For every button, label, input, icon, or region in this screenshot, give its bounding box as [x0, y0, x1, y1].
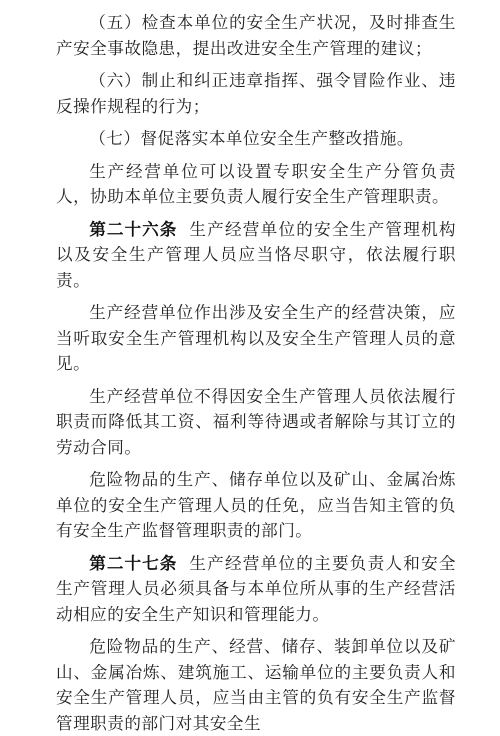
article-27 — [0, 551, 500, 628]
article-26-heading: 第二十六条 — [89, 219, 178, 239]
paragraph-item-6 — [0, 68, 500, 119]
paragraph-text: （七）督促落实本单位安全生产整改措施。 — [89, 129, 414, 148]
article-27-heading: 第二十七条 — [89, 553, 178, 573]
paragraph-item-7 — [0, 126, 500, 152]
paragraph-text: 危险物品的生产、储存单位以及矿山、金属冶炼单位的安全生产管理人员的任免，应当告知主管的负有安全生产监督管理职责的部门。 — [56, 470, 456, 540]
paragraph-hazardous-assessment — [0, 634, 500, 736]
paragraph-text: （五）检查本单位的安全生产状况，及时排查生产安全事故隐患，提出改进安全生产管理的建议； — [56, 13, 456, 58]
article-27-text: 生产经营单位的主要负责人和安全生产管理人员必须具备与本单位所从事的生产经营活动相应的安全生产知识和管理能力。 — [56, 553, 457, 624]
paragraph-deputy-responsible — [0, 159, 500, 210]
paragraph-text: 生产经营单位不得因安全生产管理人员依法履行职责而降低其工资、福利等待遇或者解除与其订立的劳动合同。 — [56, 386, 456, 457]
paragraph-no-pay-reduction — [0, 384, 500, 461]
paragraph-text: 危险物品的生产、经营、储存、装卸单位以及矿山、金属冶炼、建筑施工、运输单位的主要负责人和安全生产管理人员，应当由主管的负有安全生产监督管理职责的部门对其安全生 — [56, 637, 456, 733]
paragraph-appointment-notice — [0, 467, 500, 544]
paragraph-item-5 — [0, 10, 500, 61]
article-26-text: 生产经营单位的安全生产管理机构以及安全生产管理人员应当恪尽职守，依法履行职责。 — [56, 219, 457, 290]
article-26 — [0, 217, 500, 294]
paragraph-text: 生产经营单位作出涉及安全生产的经营决策，应当听取安全生产管理机构以及安全生产管理人员的意见。 — [56, 303, 456, 373]
paragraph-text: 生产经营单位可以设置专职安全生产分管负责人，协助本单位主要负责人履行安全生产管理职责。 — [56, 161, 456, 206]
paragraph-business-decision — [0, 300, 500, 377]
paragraph-text: （六）制止和纠正违章指挥、强令冒险作业、违反操作规程的行为； — [56, 71, 456, 116]
